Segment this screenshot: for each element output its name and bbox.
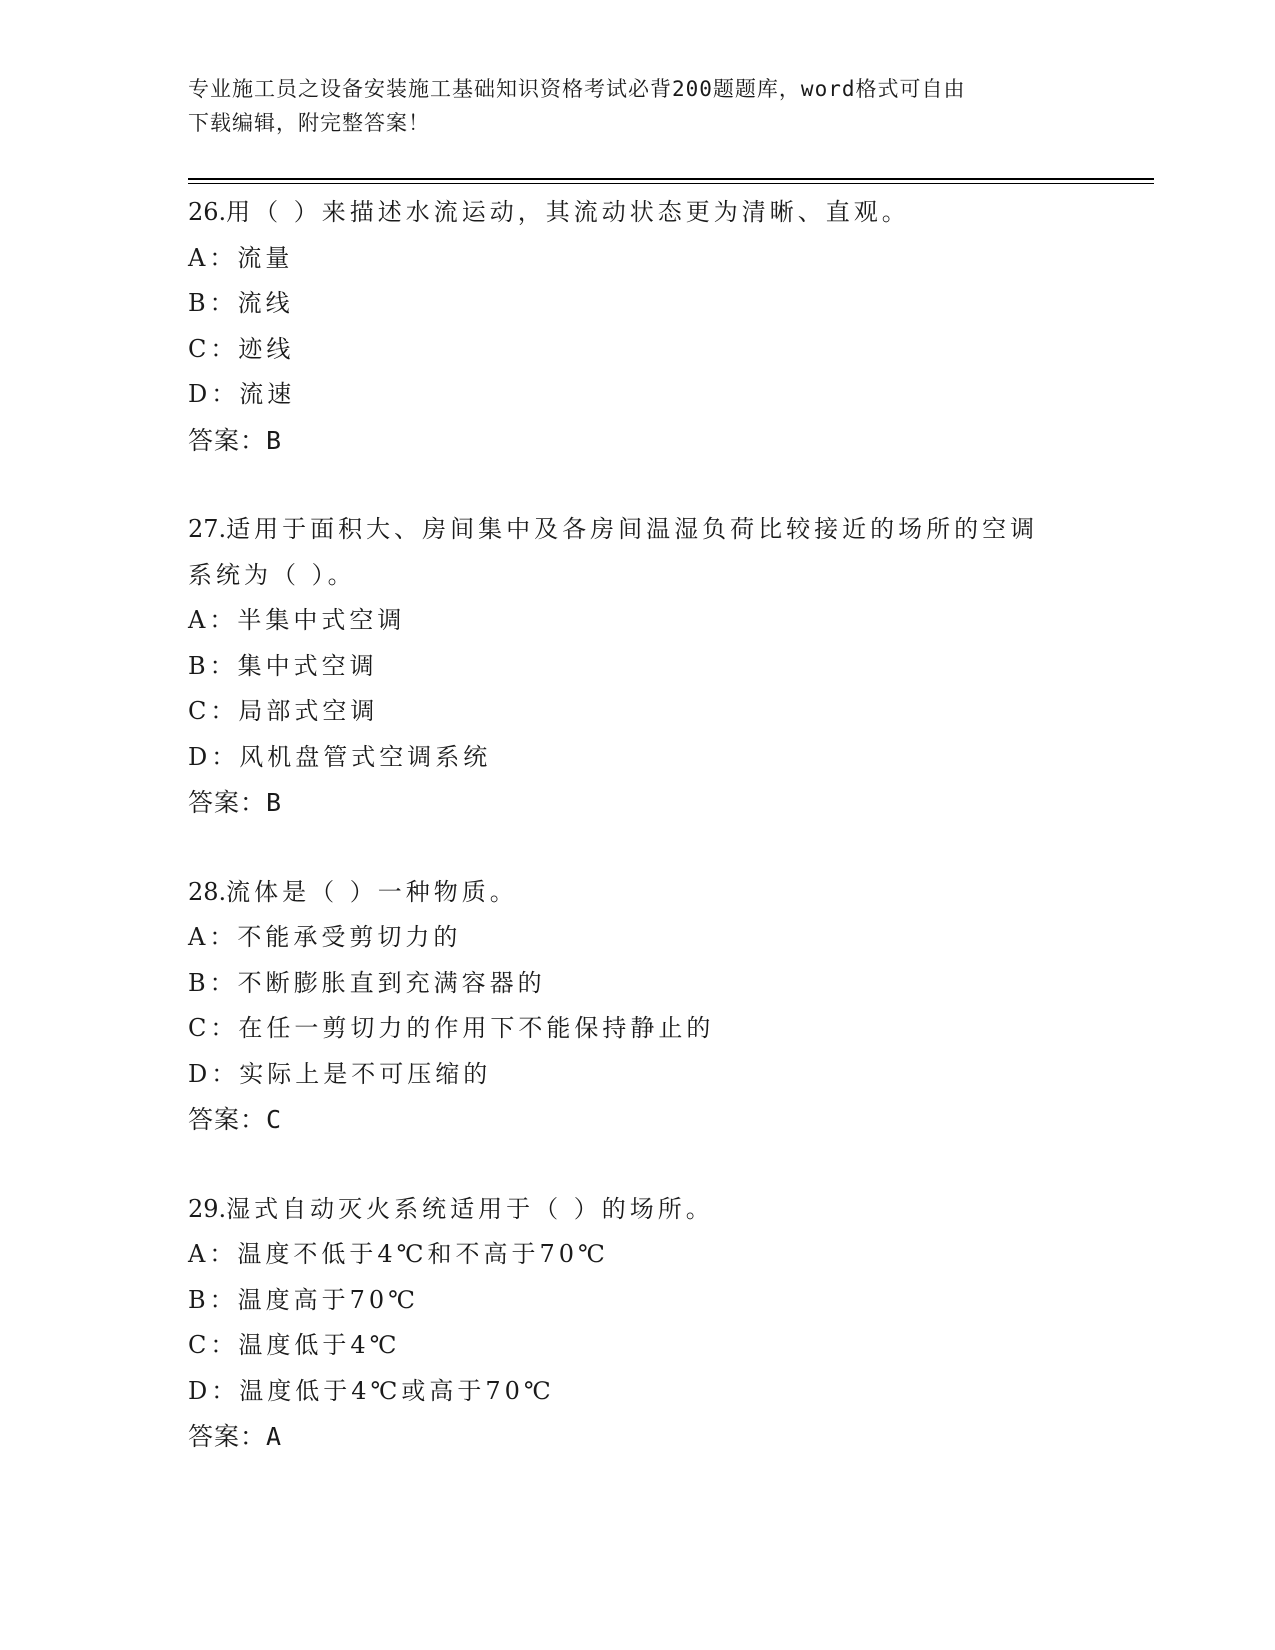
option-key: C： bbox=[188, 334, 239, 363]
option-text: 在任一剪切力的作用下不能保持静止的 bbox=[238, 1014, 715, 1042]
option-text: 不断膨胀直到充满容器的 bbox=[237, 968, 546, 997]
option-key: A： bbox=[188, 606, 238, 634]
option-text: 流线 bbox=[237, 289, 294, 317]
answer-value: C bbox=[266, 1105, 283, 1134]
option-key: B： bbox=[188, 968, 238, 997]
option-a bbox=[188, 915, 1088, 961]
option-text: 不能承受剪切力的 bbox=[237, 923, 462, 951]
option-d bbox=[188, 1369, 1088, 1415]
question-spacer bbox=[188, 463, 1088, 507]
question-spacer bbox=[188, 826, 1088, 870]
question-stem-continuation: 系统为（ ）。 bbox=[188, 560, 356, 589]
option-c bbox=[188, 327, 1088, 373]
answer-value: B bbox=[266, 788, 283, 817]
option-b bbox=[188, 281, 1088, 327]
question-number: 29. bbox=[188, 1194, 227, 1223]
option-text: 温度高于70℃ bbox=[237, 1285, 420, 1314]
question-26 bbox=[188, 190, 1088, 463]
answer-line bbox=[188, 780, 1088, 826]
question-stem bbox=[188, 1187, 1088, 1233]
option-key: D： bbox=[188, 1376, 240, 1405]
answer-line bbox=[188, 418, 1088, 464]
answer-value: B bbox=[266, 425, 283, 455]
answer-value: A bbox=[266, 1422, 283, 1451]
option-text: 流量 bbox=[237, 243, 294, 272]
option-c bbox=[188, 689, 1088, 735]
header-line-1: 专业施工员之设备安装施工基础知识资格考试必背200题题库，word格式可自由 bbox=[188, 77, 966, 101]
question-stem bbox=[188, 507, 1088, 553]
header-line-2: 下载编辑，附完整答案！ bbox=[188, 111, 430, 135]
option-text: 集中式空调 bbox=[237, 651, 378, 680]
option-key: A： bbox=[188, 1240, 238, 1268]
answer-label: 答案： bbox=[188, 1422, 267, 1451]
option-text: 实际上是不可压缩的 bbox=[239, 1059, 492, 1088]
option-b bbox=[188, 1278, 1088, 1324]
option-key: C： bbox=[188, 1014, 239, 1042]
option-d bbox=[188, 735, 1088, 781]
question-spacer bbox=[188, 1143, 1088, 1187]
answer-label: 答案： bbox=[188, 1105, 267, 1134]
option-key: B： bbox=[188, 289, 238, 317]
option-key: B： bbox=[188, 651, 238, 680]
question-28 bbox=[188, 870, 1088, 1143]
option-key: B： bbox=[188, 1285, 238, 1314]
question-27 bbox=[188, 507, 1088, 826]
option-text: 迹线 bbox=[238, 334, 295, 363]
question-stem-line: 流体是（ ）一种物质。 bbox=[226, 877, 518, 906]
option-text: 流速 bbox=[239, 380, 296, 408]
question-list bbox=[188, 190, 1088, 1460]
option-text: 温度低于4℃ bbox=[238, 1331, 401, 1359]
option-key: A： bbox=[188, 243, 238, 272]
option-key: C： bbox=[188, 697, 239, 725]
option-key: D： bbox=[188, 1059, 240, 1088]
question-stem-line: 适用于面积大、房间集中及各房间温湿负荷比较接近的场所的空调 bbox=[226, 515, 1039, 543]
option-key: D： bbox=[188, 380, 240, 408]
option-d bbox=[188, 1052, 1088, 1098]
option-b bbox=[188, 961, 1088, 1007]
option-key: D： bbox=[188, 742, 240, 771]
answer-label: 答案： bbox=[188, 788, 267, 817]
header-divider bbox=[188, 178, 1154, 184]
question-stem bbox=[188, 190, 1088, 236]
answer-line bbox=[188, 1414, 1088, 1460]
option-key: C： bbox=[188, 1331, 239, 1359]
option-c bbox=[188, 1006, 1088, 1052]
option-text: 温度低于4℃或高于70℃ bbox=[239, 1376, 555, 1405]
option-a bbox=[188, 598, 1088, 644]
document-header bbox=[188, 72, 1088, 140]
question-number: 27. bbox=[188, 515, 227, 543]
question-stem bbox=[188, 870, 1088, 916]
option-d bbox=[188, 372, 1088, 418]
option-key: A： bbox=[188, 923, 238, 951]
question-stem-line: 用（ ）来描述水流运动，其流动状态更为清晰、直观。 bbox=[226, 198, 910, 226]
option-c bbox=[188, 1323, 1088, 1369]
option-a bbox=[188, 236, 1088, 282]
option-a bbox=[188, 1232, 1088, 1278]
question-number: 28. bbox=[188, 877, 227, 906]
answer-label: 答案： bbox=[188, 425, 267, 455]
question-stem-line: 湿式自动灭火系统适用于（ ）的场所。 bbox=[226, 1194, 714, 1223]
option-text: 半集中式空调 bbox=[237, 606, 406, 634]
question-29 bbox=[188, 1187, 1088, 1460]
option-text: 风机盘管式空调系统 bbox=[239, 742, 492, 771]
option-b bbox=[188, 644, 1088, 690]
question-number: 26. bbox=[188, 198, 227, 226]
option-text: 局部式空调 bbox=[238, 697, 379, 725]
option-text: 温度不低于4℃和不高于70℃ bbox=[237, 1240, 609, 1268]
answer-line bbox=[188, 1097, 1088, 1143]
